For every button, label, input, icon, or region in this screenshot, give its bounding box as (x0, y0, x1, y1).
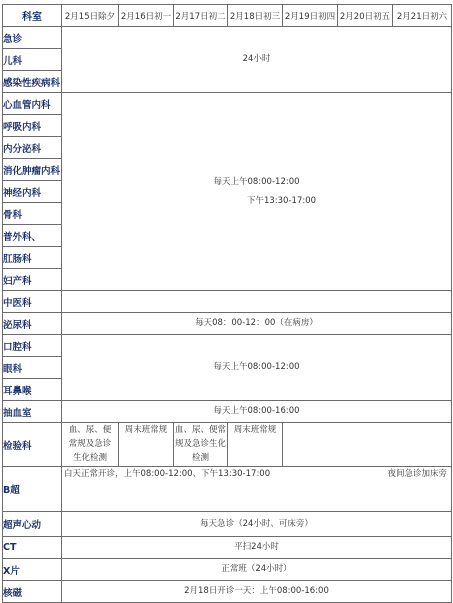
hours-mri: 2月18日开诊一天：上午08:00-16:00 (62, 581, 452, 603)
lab-routine2-line1: 血、尿、便常 (174, 425, 226, 435)
dept-puwai: 普外科、 (3, 225, 62, 247)
hours-ent-group: 每天上午08:00-12:00 (62, 335, 452, 401)
day-header-7: 2月21日初六 (393, 5, 452, 27)
hours-echo: 每天急诊（24小时、可床旁） (62, 512, 452, 537)
hours-lab-routine (62, 423, 119, 467)
hours-bchao-night: 夜间急诊加床旁 (387, 469, 447, 479)
hours-lab-empty (283, 423, 452, 467)
dept-erke: 儿科 (3, 49, 62, 71)
day-header-1: 2月15日除夕 (62, 5, 119, 27)
hours-ct: 平扫24小时 (62, 537, 452, 559)
dept-bchao: B超 (3, 467, 62, 512)
dept-shenjing: 神经内科 (3, 181, 62, 203)
hours-tcm-empty (62, 291, 452, 313)
table-row (3, 512, 452, 537)
table-row (3, 313, 452, 335)
table-row (3, 401, 452, 423)
dept-guke: 骨科 (3, 203, 62, 225)
dept-chaosheng: 超声心动 (3, 512, 62, 537)
hours-internal-line1: 每天上午08:00-12:00 (213, 176, 300, 187)
dept-yanke: 眼科 (3, 357, 62, 379)
table-row (3, 27, 452, 49)
header-row (3, 5, 452, 27)
dept-column-header: 科室 (3, 5, 62, 27)
dept-zhongyi: 中医科 (3, 291, 62, 313)
hours-internal-line2: 下午13:30-17:00 (246, 195, 317, 206)
day-header-6: 2月20日初五 (338, 5, 393, 27)
dept-kouqiang: 口腔科 (3, 335, 62, 357)
dept-xiaohua: 消化肿瘤内科 (3, 159, 62, 181)
day-header-4: 2月18日初三 (228, 5, 283, 27)
table-row (3, 559, 452, 581)
table-row (3, 335, 452, 357)
dept-huxi: 呼吸内科 (3, 115, 62, 137)
dept-chouxue: 抽血室 (3, 401, 62, 423)
day-header-2: 2月16日初一 (119, 5, 174, 27)
lab-routine-line1: 血、尿、便 (68, 425, 112, 435)
dept-gangchang: 肛肠科 (3, 247, 62, 269)
lab-routine-line3: 生化检测 (72, 453, 107, 463)
day-header-3: 2月17日初二 (174, 5, 228, 27)
hours-lab-weekend-2: 周末班常规 (228, 423, 283, 467)
dept-miniao: 泌尿科 (3, 313, 62, 335)
dept-heci: 核磁 (3, 581, 62, 603)
dept-ganran: 感染性疾病科 (3, 71, 62, 93)
hours-lab-routine-2 (174, 423, 228, 467)
day-header-5: 2月19日初四 (283, 5, 338, 27)
hours-blood: 每天上午08:00-16:00 (62, 401, 452, 423)
hours-internal-group (62, 93, 452, 291)
dept-neifenmi: 内分泌科 (3, 137, 62, 159)
hours-urology: 每天08：00-12：00（在病房） (62, 313, 452, 335)
dept-jianyan: 检验科 (3, 423, 62, 467)
lab-routine2-line2: 规及急诊生化 (174, 439, 226, 449)
dept-xguang: X片 (3, 559, 62, 581)
hours-emergency-group: 24小时 (62, 27, 452, 93)
holiday-schedule-table (2, 4, 452, 603)
hours-xray: 正常班（24小时） (62, 559, 452, 581)
dept-xinxueguan: 心血管内科 (3, 93, 62, 115)
lab-routine2-line3: 检测 (191, 453, 209, 463)
hours-bchao (62, 467, 452, 512)
hours-bchao-normal: 白天正常开诊，上午08:00-12:00、下午13:30-17:00 (64, 469, 271, 479)
dept-erbihou: 耳鼻喉 (3, 379, 62, 401)
table-row (3, 423, 452, 467)
table-row (3, 467, 452, 512)
table-row (3, 581, 452, 603)
lab-routine-line2: 常规及急诊 (68, 439, 112, 449)
dept-fuchan: 妇产科 (3, 269, 62, 291)
dept-jizhen: 急诊 (3, 27, 62, 49)
table-row (3, 537, 452, 559)
table-row (3, 291, 452, 313)
table-row (3, 93, 452, 115)
dept-ct: CT (3, 537, 62, 559)
hours-lab-weekend: 周末班常规 (119, 423, 174, 467)
